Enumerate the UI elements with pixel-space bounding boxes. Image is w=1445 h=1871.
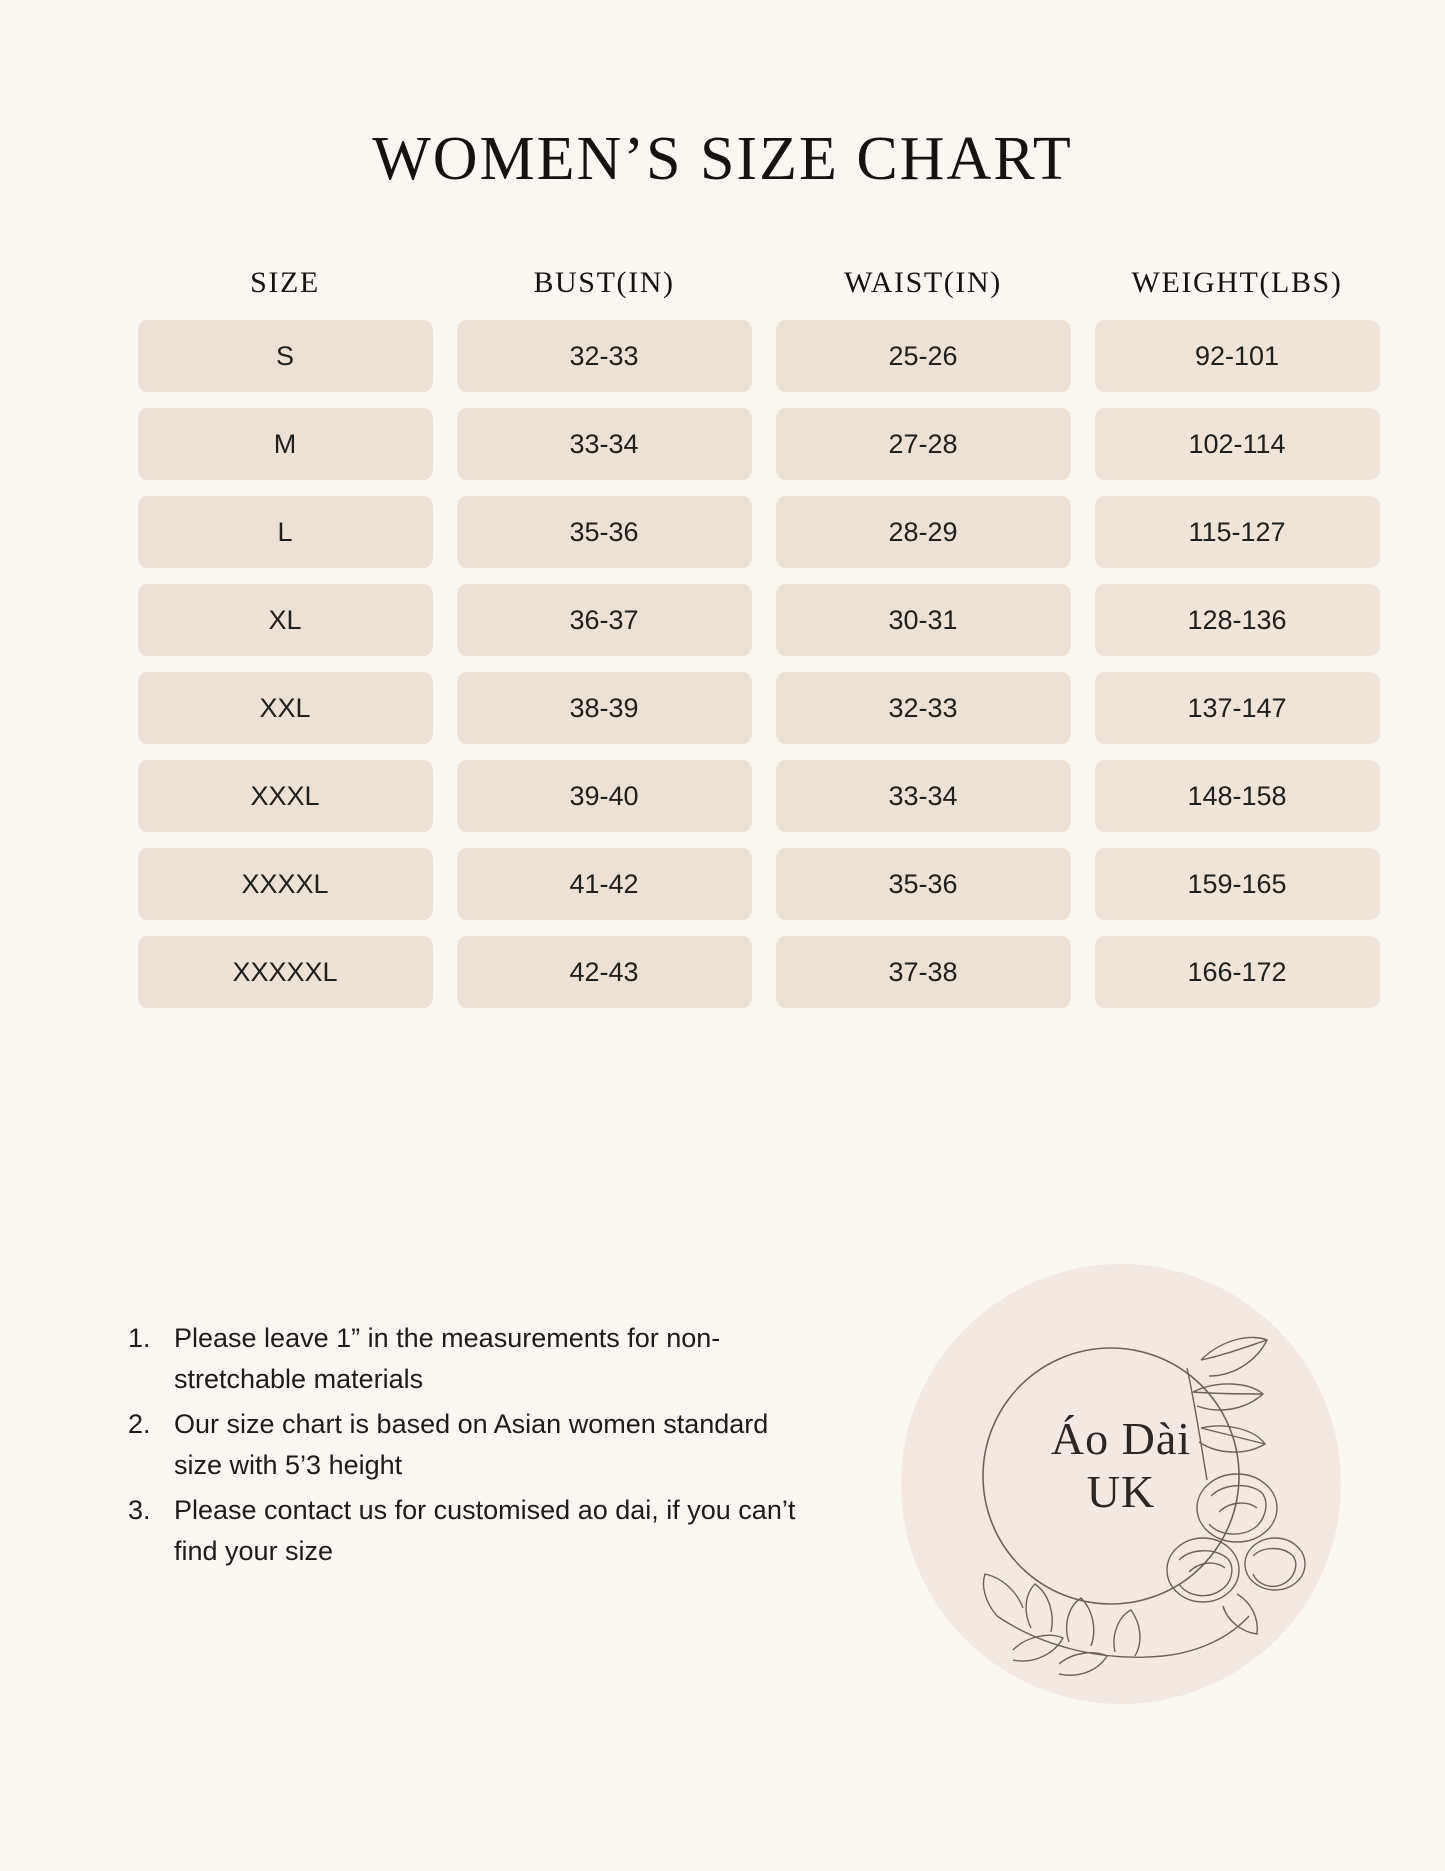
cell-waist: 25-26 — [776, 320, 1071, 392]
cell-bust: 33-34 — [457, 408, 752, 480]
table-row — [0, 760, 1439, 832]
cell-size: XL — [138, 584, 433, 656]
brand-logo — [901, 1264, 1341, 1704]
cell-size: XXXL — [138, 760, 433, 832]
table-row — [0, 848, 1439, 920]
logo-text — [901, 1412, 1341, 1519]
note-text: Please leave 1” in the measurements for non-stretchable materials — [174, 1323, 721, 1395]
note-number: 2. — [128, 1409, 151, 1440]
cell-weight: 148-158 — [1095, 760, 1380, 832]
cell-bust: 36-37 — [457, 584, 752, 656]
cell-bust: 41-42 — [457, 848, 752, 920]
cell-weight: 115-127 — [1095, 496, 1380, 568]
table-header-row — [0, 266, 1439, 320]
table-row — [0, 496, 1439, 568]
table-row — [0, 936, 1439, 1008]
table-row — [0, 584, 1439, 656]
cell-weight: 128-136 — [1095, 584, 1380, 656]
cell-weight: 92-101 — [1095, 320, 1380, 392]
logo-line-1: Áo Dài — [1050, 1413, 1192, 1464]
column-header-bust: BUST(IN) — [533, 266, 675, 299]
cell-size: XXXXXL — [138, 936, 433, 1008]
cell-size: L — [138, 496, 433, 568]
cell-waist: 30-31 — [776, 584, 1071, 656]
logo-line-2: UK — [1086, 1466, 1156, 1518]
column-header-waist: WAIST(IN) — [844, 266, 1002, 299]
cell-waist: 33-34 — [776, 760, 1071, 832]
cell-size: S — [138, 320, 433, 392]
cell-weight: 102-114 — [1095, 408, 1380, 480]
column-header-weight: WEIGHT(LBS) — [1131, 266, 1343, 299]
table-row — [0, 408, 1439, 480]
cell-waist: 32-33 — [776, 672, 1071, 744]
table-row — [0, 672, 1439, 744]
note-number: 1. — [128, 1323, 151, 1353]
cell-waist: 37-38 — [776, 936, 1071, 1008]
cell-size: M — [138, 408, 433, 480]
cell-bust: 38-39 — [457, 672, 752, 744]
cell-weight: 166-172 — [1095, 936, 1380, 1008]
cell-bust: 35-36 — [457, 496, 752, 568]
list-item — [128, 1490, 808, 1572]
cell-bust: 42-43 — [457, 936, 752, 1008]
page-title: WOMEN’S SIZE CHART — [372, 125, 1073, 193]
cell-bust: 32-33 — [457, 320, 752, 392]
cell-weight: 159-165 — [1095, 848, 1380, 920]
cell-weight: 137-147 — [1095, 672, 1380, 744]
note-number: 3. — [128, 1495, 151, 1526]
table-row — [0, 320, 1439, 392]
list-item — [128, 1318, 808, 1400]
cell-waist: 35-36 — [776, 848, 1071, 920]
column-header-size: SIZE — [250, 266, 320, 299]
cell-bust: 39-40 — [457, 760, 752, 832]
size-chart-table — [138, 266, 1343, 1008]
note-text: Please contact us for customised ao dai, if you can’t find your size — [174, 1495, 796, 1567]
note-text: Our size chart is based on Asian women standard size with 5’3 height — [174, 1409, 769, 1481]
cell-size: XXL — [138, 672, 433, 744]
cell-size: XXXXL — [138, 848, 433, 920]
notes-list — [128, 1318, 808, 1576]
list-item — [128, 1404, 808, 1486]
cell-waist: 28-29 — [776, 496, 1071, 568]
cell-waist: 27-28 — [776, 408, 1071, 480]
